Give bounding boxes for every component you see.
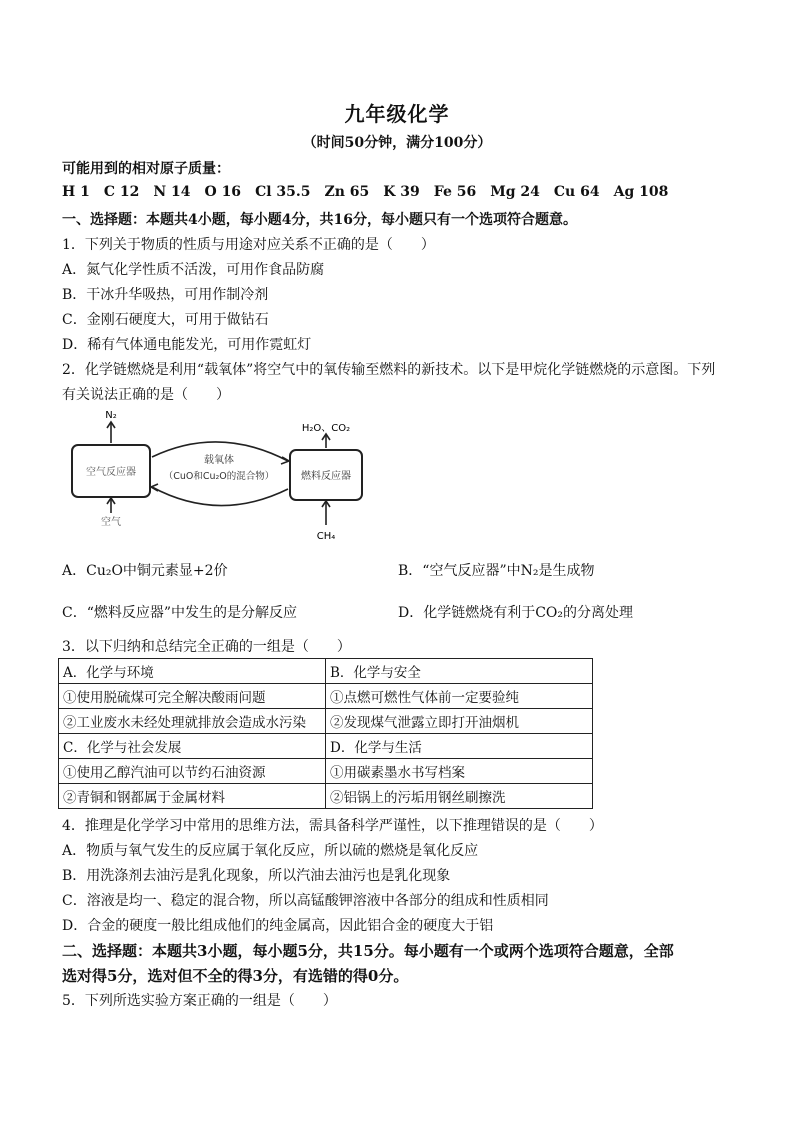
q4-option-a: A．物质与氧气发生的反应属于氧化反应，所以硫的燃烧是氧化反应 — [62, 843, 479, 859]
atomic-mass-item: Mg 24 — [490, 184, 540, 200]
atomic-mass-item: N 14 — [153, 184, 191, 200]
table-cell: A．化学与环境 — [59, 659, 326, 684]
q1-stem: 1．下列关于物质的性质与用途对应关系不正确的是（ ） — [62, 237, 435, 253]
page-title: 九年级化学 — [344, 102, 450, 126]
carrier-composition: （CuO和Cu₂O的混合物） — [163, 471, 275, 482]
carrier-arrow-bottom — [152, 487, 288, 506]
section1-heading: 一、选择题：本题共4小题，每小题4分，共16分，每小题只有一个选项符合题意。 — [62, 212, 577, 228]
table-cell: ②铝锅上的污垢用钢丝刷擦洗 — [326, 784, 593, 809]
atomic-mass-item: Cl 35.5 — [255, 184, 311, 200]
atomic-mass-item: O 16 — [204, 184, 242, 200]
table-row — [59, 784, 593, 809]
air-in-label: 空气 — [101, 517, 121, 528]
table-row — [59, 659, 593, 684]
exam-subtitle: （时间50分钟，满分100分） — [302, 135, 492, 151]
q4-option-b: B．用洗涤剂去油污是乳化现象，所以汽油去油污也是乳化现象 — [62, 868, 451, 884]
atomic-mass-item: Fe 56 — [433, 184, 477, 200]
table-cell: ②发现煤气泄露立即打开油烟机 — [326, 709, 593, 734]
table-cell: ②青铜和钢都属于金属材料 — [59, 784, 326, 809]
table-row — [59, 759, 593, 784]
atomic-mass-item: C 12 — [103, 184, 140, 200]
atomic-mass-item: H 1 — [62, 184, 90, 200]
table-cell: ①点燃可燃性气体前一定要验纯 — [326, 684, 593, 709]
q2-option-d: D．化学链燃烧有利于CO₂的分离处理 — [398, 605, 634, 621]
n2-label: N₂ — [105, 410, 117, 421]
fuel-reactor-label: 燃料反应器 — [301, 471, 351, 482]
air-reactor-label: 空气反应器 — [86, 467, 136, 478]
q2-stem-line2: 有关说法正确的是（ ） — [62, 387, 230, 403]
table-cell: D．化学与生活 — [326, 734, 593, 759]
section2-heading-line1: 二、选择题：本题共3小题，每小题5分，共15分。每小题有一个或两个选项符合题意，全部 — [62, 942, 674, 960]
q1-option-b: B．干冰升华吸热，可用作制冷剂 — [62, 287, 269, 303]
q2-option-a: A．Cu₂O中铜元素显+2价 — [62, 563, 228, 579]
q4-stem: 4．推理是化学学习中常用的思维方法，需具备科学严谨性，以下推理错误的是（ ） — [62, 818, 603, 834]
table-cell: ②工业废水未经处理就排放会造成水污染 — [59, 709, 326, 734]
q4-option-d: D．合金的硬度一般比组成他们的纯金属高，因此铝合金的硬度大于铝 — [62, 918, 494, 934]
table-cell: ①使用脱硫煤可完全解决酸雨问题 — [59, 684, 326, 709]
ch4-label: CH₄ — [316, 531, 336, 542]
products-label: H₂O、CO₂ — [301, 423, 351, 434]
table-cell: ①使用乙醇汽油可以节约石油资源 — [59, 759, 326, 784]
section2-heading-line2: 选对得5分，选对但不全的得3分，有选错的得0分。 — [62, 967, 409, 985]
table-cell: C．化学与社会发展 — [59, 734, 326, 759]
atomic-mass-item: Cu 64 — [553, 184, 600, 200]
q4-option-c: C．溶液是均一、稳定的混合物，所以高锰酸钾溶液中各部分的组成和性质相同 — [62, 893, 549, 909]
table-row — [59, 709, 593, 734]
q3-summary-table — [58, 658, 593, 809]
atomic-mass-label: 可能用到的相对原子质量： — [62, 161, 230, 177]
q1-option-c: C．金刚石硬度大，可用于做钻石 — [62, 312, 269, 328]
q1-option-d: D．稀有气体通电能发光，可用作霓虹灯 — [62, 337, 312, 353]
table-cell: ①用碳素墨水书写档案 — [326, 759, 593, 784]
atomic-mass-list — [62, 184, 668, 200]
q3-stem: 3．以下归纳和总结完全正确的一组是（ ） — [62, 639, 351, 655]
q5-stem: 5．下列所选实验方案正确的一组是（ ） — [62, 993, 337, 1009]
carrier-label: 载氧体 — [204, 455, 234, 466]
q2-option-c: C．“燃料反应器”中发生的是分解反应 — [62, 605, 298, 621]
atomic-mass-item: Zn 65 — [324, 184, 370, 200]
table-row — [59, 684, 593, 709]
q1-option-a: A．氮气化学性质不活泼，可用作食品防腐 — [62, 262, 325, 278]
chemical-looping-diagram — [64, 405, 364, 550]
atomic-mass-item: Ag 108 — [613, 184, 669, 200]
q2-stem-line1: 2．化学链燃烧是利用“载氧体”将空气中的氧传输至燃料的新技术。以下是甲烷化学链燃烧的示意图。下列 — [62, 362, 716, 378]
table-cell: B．化学与安全 — [326, 659, 593, 684]
q2-option-b: B．“空气反应器”中N₂是生成物 — [398, 563, 595, 579]
atomic-mass-item: K 39 — [383, 184, 420, 200]
table-row — [59, 734, 593, 759]
